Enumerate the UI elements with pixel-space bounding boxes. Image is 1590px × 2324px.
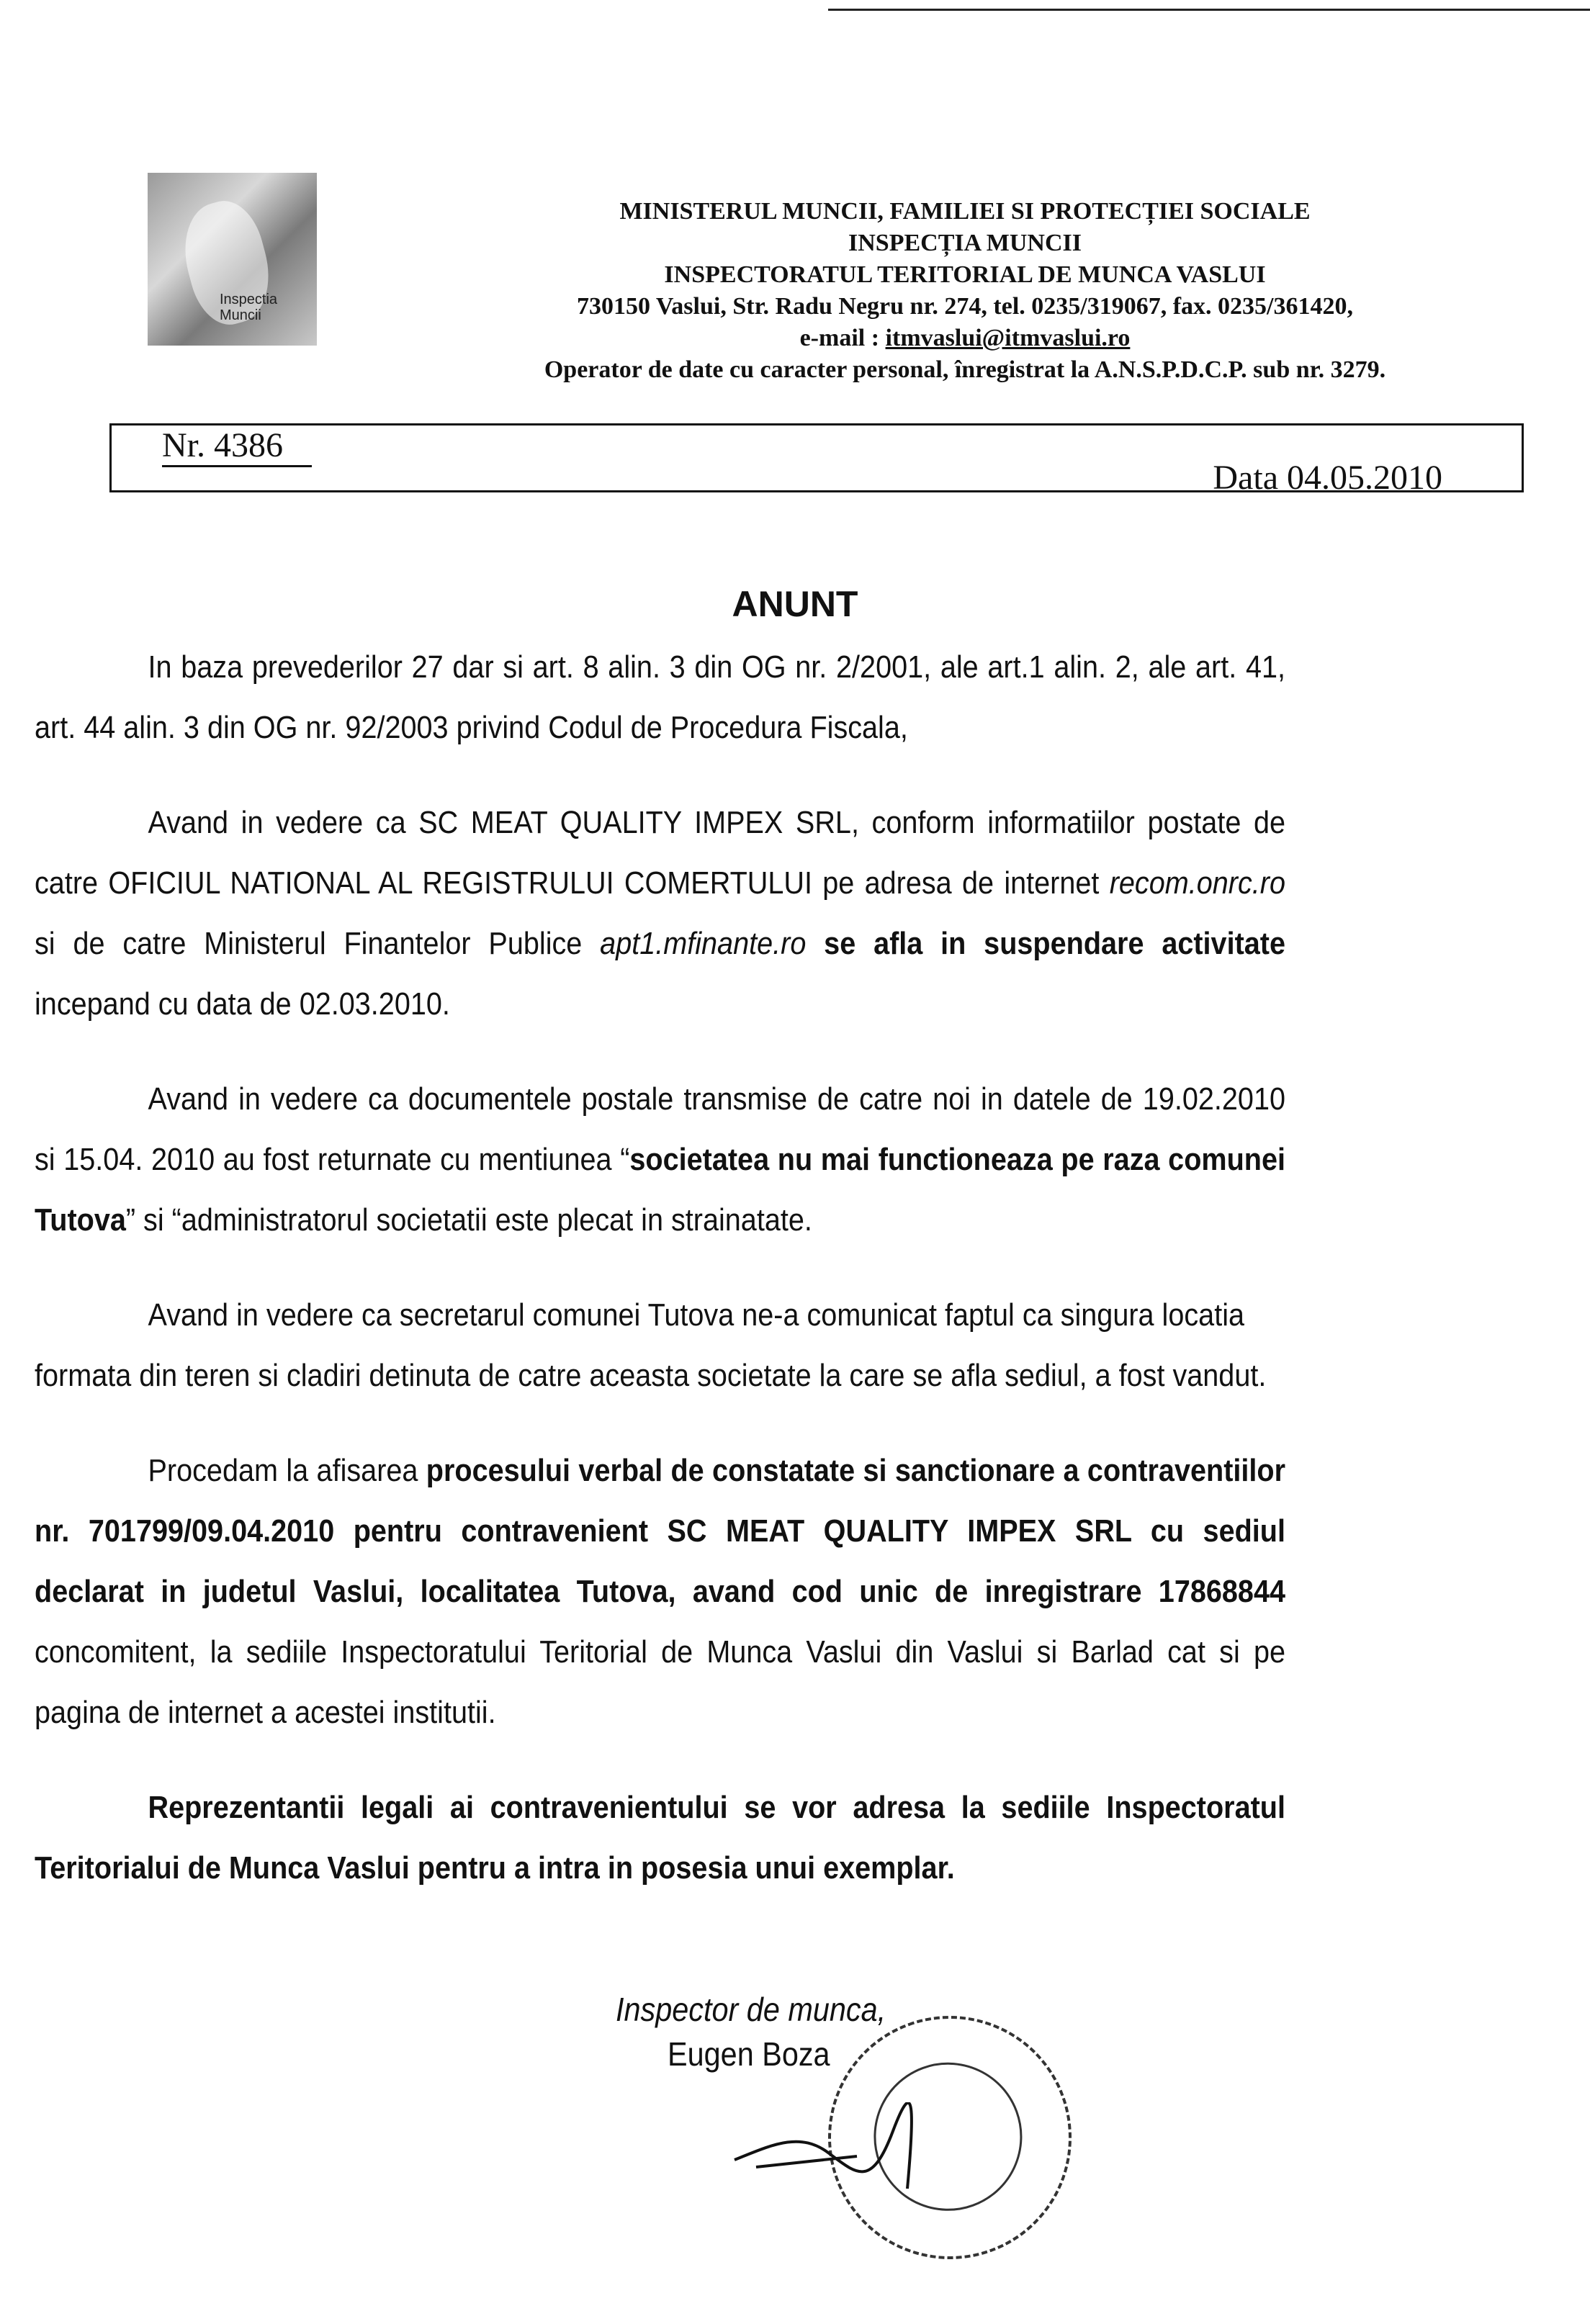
letterhead-inspection: INSPECȚIA MUNCII — [848, 230, 1082, 256]
logo-text — [220, 292, 313, 323]
inspectia-muncii-logo — [148, 173, 317, 346]
paragraph-4-text: Avand in vedere ca secretarul comunei Tutova ne-a comunicat faptul ca singura locatia formata din teren si cladiri detinuta de catre aceasta societate la care se afla sediul, a fost vandut. — [35, 1297, 1267, 1393]
document-body — [35, 637, 1285, 1899]
paragraph-5-bold: procesului verbal de constatate si sanctionare a contraventiilor nr. 701799/09.04.2010 pentru contravenient SC MEAT QUALITY IMPEX SRL cu sediul declarat in judetul Vaslui, localitatea Tutova, avand cod unic de inregistrare 17868844 — [35, 1453, 1285, 1609]
paragraph-6-bold: Reprezentantii legali ai contravenientului se vor adresa la sediile Inspectoratul Teritorialui de Munca Vaslui pentru a intra in posesia unui exemplar. — [35, 1790, 1285, 1886]
signatory-role: Inspector de munca, — [616, 1991, 886, 2028]
paragraph-returned-mail — [35, 1069, 1285, 1251]
signatory-name: Eugen Boza — [668, 2035, 830, 2073]
email-label: e-mail : — [799, 325, 886, 351]
letterhead-inspectorate: INSPECTORATUL TERITORIAL DE MUNCA VASLUI — [664, 261, 1266, 288]
paragraph-1-text: In baza prevederilor 27 dar si art. 8 alin. 3 din OG nr. 2/2001, ale art.1 alin. 2, ale art. 41, art. 44 alin. 3 din OG nr. 92/2003 privind Codul de Procedura Fiscala, — [35, 649, 1285, 745]
letterhead-address: 730150 Vaslui, Str. Radu Negru nr. 274, tel. 0235/319067, fax. 0235/361420, — [576, 293, 1354, 320]
paragraph-legal-basis — [35, 637, 1285, 758]
signature-block — [616, 1987, 886, 2076]
paragraph-3-bold: societatea nu mai functioneaza pe raza comunei Tutova — [35, 1142, 1286, 1238]
mfinante-site: apt1.mfinante.ro — [600, 926, 807, 961]
registry-number: Nr. 4386 — [162, 425, 312, 467]
paragraph-posting — [35, 1441, 1285, 1743]
paragraph-3-text-a: Avand in vedere ca documentele postale transmise de catre noi in datele de 19.02.2010 si 15.04. 2010 au fost returnate cu mentiunea “ — [35, 1081, 1285, 1177]
registry-date: Data 04.05.2010 — [1213, 459, 1442, 497]
paragraph-location-sold — [35, 1285, 1285, 1406]
letterhead-ministry: MINISTERUL MUNCII, FAMILIEI SI PROTECȚIEI SOCIALE — [619, 198, 1311, 225]
paragraph-2-text-c: incepand cu data de 02.03.2010. — [35, 986, 450, 1022]
top-rule — [828, 9, 1590, 11]
logo-text-line-2: Muncii — [220, 307, 261, 323]
paragraph-3-text-b: ” si “administratorul societatii este plecat in strainatate. — [125, 1202, 812, 1238]
handwritten-signature — [727, 2102, 987, 2203]
registry-box — [109, 423, 1524, 497]
paragraph-suspension — [35, 793, 1285, 1035]
logo-text-line-1: Inspectia — [220, 292, 278, 307]
letterhead-email-row — [403, 323, 1527, 354]
email-link[interactable]: itmvaslui@itmvaslui.ro — [885, 325, 1131, 351]
paragraph-2-text-b: si de catre Ministerul Finantelor Publice — [35, 926, 601, 961]
paragraph-2-bold: se afla in suspendare activitate — [806, 926, 1285, 961]
document-title: ANUNT — [732, 584, 858, 624]
letterhead-operator: Operator de date cu caracter personal, înregistrat la A.N.S.P.D.C.P. sub nr. 3279. — [544, 356, 1386, 383]
paragraph-5-text-a: Procedam la afisarea — [148, 1453, 426, 1488]
paragraph-2-text-a: Avand in vedere ca SC MEAT QUALITY IMPEX SRL, conform informatiilor postate de catre OFICIUL NATIONAL AL REGISTRULUI COMERTULUI pe adresa de internet — [35, 805, 1285, 901]
paragraph-5-text-b: concomitent, la sediile Inspectoratului Teritorial de Munca Vaslui din Vaslui si Barlad cat si pe pagina de internet a acestei institutii. — [35, 1634, 1285, 1730]
paragraph-legal-representatives — [35, 1778, 1285, 1899]
onrc-site: recom.onrc.ro — [1109, 865, 1285, 901]
letterhead — [403, 196, 1527, 386]
